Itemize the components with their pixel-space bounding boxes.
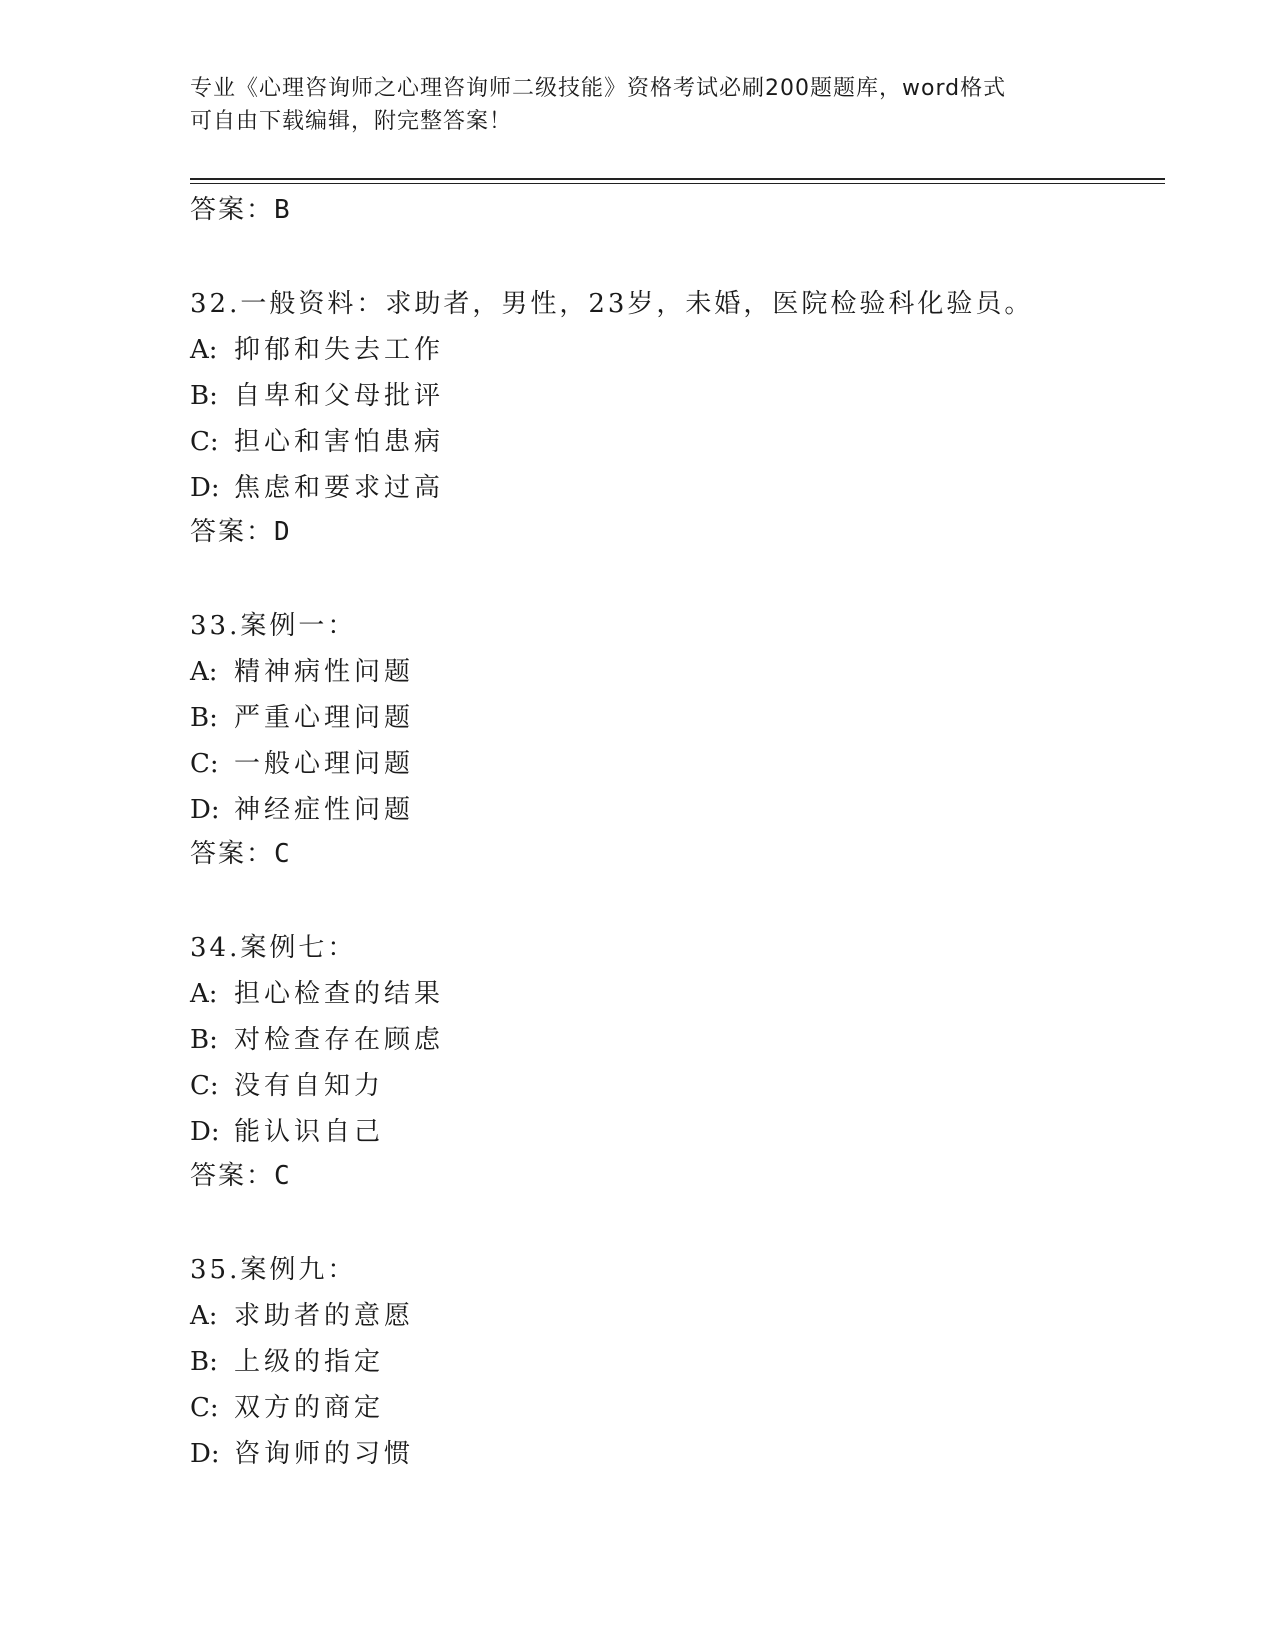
- option-key: B:: [190, 381, 218, 411]
- option-text: 一般心理问题: [234, 749, 415, 779]
- option-key: D:: [190, 795, 220, 825]
- question-item: [190, 286, 1165, 550]
- option-key: C:: [190, 1393, 219, 1423]
- option-c: [190, 746, 1165, 782]
- option-text: 神经症性问题: [234, 795, 415, 825]
- answer-value: D: [274, 517, 292, 547]
- option-d: [190, 1436, 1165, 1472]
- option-text: 对检查存在顾虑: [234, 1025, 445, 1055]
- option-d: [190, 1114, 1165, 1150]
- question-item: [190, 608, 1165, 872]
- option-a: [190, 332, 1165, 368]
- question-item: [190, 1252, 1165, 1472]
- question-stem: 32.一般资料：求助者，男性，23岁，未婚，医院检验科化验员。: [190, 289, 1034, 319]
- answer-line: [190, 836, 1165, 872]
- option-a: [190, 1298, 1165, 1334]
- option-key: C:: [190, 749, 219, 779]
- option-b: [190, 378, 1165, 414]
- answer-label: 答案：: [190, 195, 275, 225]
- option-key: D:: [190, 1439, 220, 1469]
- answer-value: B: [274, 195, 292, 225]
- option-text: 担心检查的结果: [234, 979, 445, 1009]
- option-d: [190, 470, 1165, 506]
- option-c: [190, 1390, 1165, 1426]
- option-text: 能认识自己: [234, 1117, 385, 1147]
- option-key: C:: [190, 427, 219, 457]
- answer-label: 答案：: [190, 517, 275, 547]
- answer-line: [190, 1158, 1165, 1194]
- option-key: C:: [190, 1071, 219, 1101]
- question-item: [190, 930, 1165, 1194]
- option-key: A:: [190, 979, 218, 1009]
- option-text: 咨询师的习惯: [234, 1439, 415, 1469]
- option-d: [190, 792, 1165, 828]
- question-list: [190, 192, 1165, 1482]
- answer-line: [190, 514, 1165, 550]
- option-text: 焦虑和要求过高: [234, 473, 445, 503]
- option-b: [190, 1022, 1165, 1058]
- question-stem: 33.案例一：: [190, 611, 357, 641]
- option-text: 双方的商定: [234, 1393, 385, 1423]
- option-key: D:: [190, 473, 220, 503]
- option-text: 上级的指定: [234, 1347, 385, 1377]
- option-text: 精神病性问题: [234, 657, 415, 687]
- question-stem: 34.案例七：: [190, 933, 357, 963]
- option-a: [190, 976, 1165, 1012]
- answer-line: [190, 192, 1165, 228]
- option-key: B:: [190, 1025, 218, 1055]
- header-divider: [190, 178, 1165, 184]
- option-text: 严重心理问题: [234, 703, 415, 733]
- option-text: 自卑和父母批评: [234, 381, 445, 411]
- header-line-2: 可自由下载编辑，附完整答案！: [190, 109, 513, 134]
- answer-label: 答案：: [190, 839, 275, 869]
- option-text: 抑郁和失去工作: [234, 335, 445, 365]
- option-text: 求助者的意愿: [234, 1301, 415, 1331]
- answer-label: 答案：: [190, 1161, 275, 1191]
- question-stem: 35.案例九：: [190, 1255, 357, 1285]
- document-header: [190, 72, 1090, 138]
- option-key: A:: [190, 657, 218, 687]
- option-b: [190, 700, 1165, 736]
- option-a: [190, 654, 1165, 690]
- header-line-1: 专业《心理咨询师之心理咨询师二级技能》资格考试必刷200题题库，word格式: [190, 76, 1007, 101]
- answer-value: C: [274, 839, 292, 869]
- option-c: [190, 424, 1165, 460]
- option-text: 没有自知力: [234, 1071, 385, 1101]
- option-key: D:: [190, 1117, 220, 1147]
- option-b: [190, 1344, 1165, 1380]
- option-c: [190, 1068, 1165, 1104]
- option-key: A:: [190, 1301, 218, 1331]
- option-key: B:: [190, 1347, 218, 1377]
- option-text: 担心和害怕患病: [234, 427, 445, 457]
- answer-value: C: [274, 1161, 292, 1191]
- option-key: B:: [190, 703, 218, 733]
- option-key: A:: [190, 335, 218, 365]
